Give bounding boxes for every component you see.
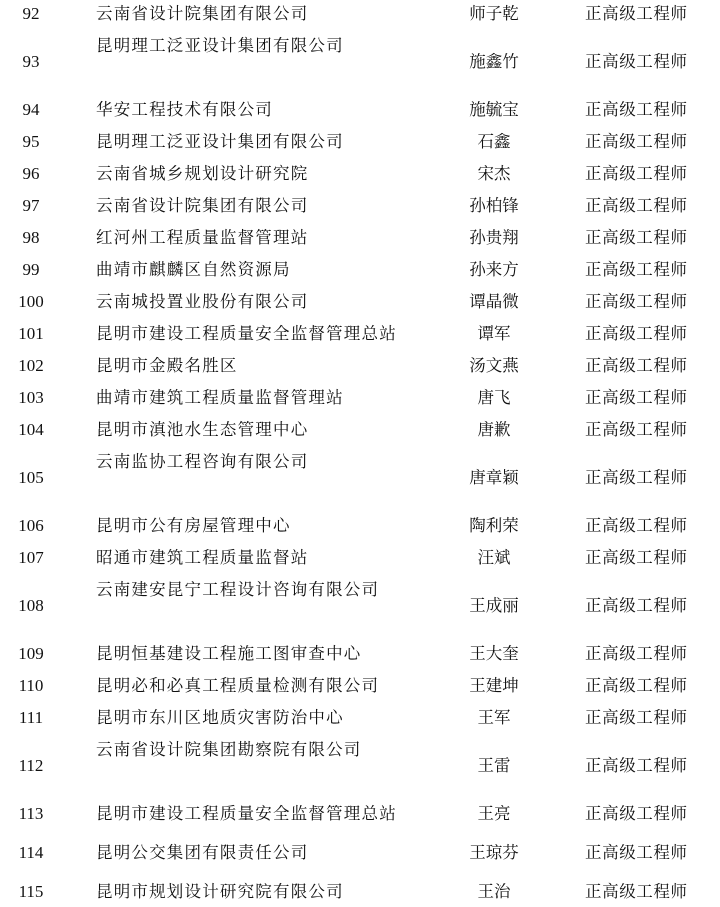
person-name: 王大奎 [469,644,519,663]
person-name: 孙贵翔 [469,228,519,247]
company-name: 曲靖市麒麟区自然资源局 [96,260,291,279]
person-name: 王成丽 [469,596,519,615]
company-name: 昆明市滇池水生态管理中心 [96,420,309,439]
job-title: 正高级工程师 [585,356,688,375]
job-title: 正高级工程师 [585,804,688,823]
company-name: 昆明恒基建设工程施工图审查中心 [96,644,362,663]
person-name: 陶利荣 [469,516,519,535]
row-number: 94 [22,100,40,119]
job-title: 正高级工程师 [585,676,688,695]
job-title: 正高级工程师 [585,132,688,151]
job-title: 正高级工程师 [585,292,688,311]
company-name: 云南城投置业股份有限公司 [96,292,309,311]
row-number: 98 [22,228,40,247]
company-name: 云南建安昆宁工程设计咨询有限公司 [96,580,380,599]
job-title: 正高级工程师 [585,596,688,615]
row-number: 93 [22,52,40,71]
person-name: 施鑫竹 [469,52,519,71]
company-name: 昆明市规划设计研究院有限公司 [96,882,344,901]
row-number: 100 [18,292,44,311]
row-number: 92 [22,4,40,23]
person-name: 王建坤 [469,676,519,695]
person-name: 唐歉 [477,420,511,439]
person-name: 师子乾 [469,4,519,23]
job-title: 正高级工程师 [585,52,688,71]
row-number: 102 [18,356,44,375]
company-name: 云南省设计院集团勘察院有限公司 [96,740,362,759]
job-title: 正高级工程师 [585,420,688,439]
company-name: 华安工程技术有限公司 [96,100,273,119]
job-title: 正高级工程师 [585,548,688,567]
row-number: 111 [18,708,44,727]
company-name: 昆明市金殿名胜区 [96,356,238,375]
job-title: 正高级工程师 [585,516,688,535]
row-number: 103 [18,388,44,407]
person-name: 孙柏锋 [469,196,519,215]
person-name: 谭晶微 [469,292,519,311]
row-number: 96 [22,164,40,183]
company-name: 云南监协工程咨询有限公司 [96,452,309,471]
job-title: 正高级工程师 [585,4,688,23]
person-name: 王琼芬 [469,843,519,862]
person-name: 宋杰 [477,164,511,183]
company-name: 昆明市建设工程质量安全监督管理总站 [96,324,397,343]
job-title: 正高级工程师 [585,708,688,727]
company-name: 昭通市建筑工程质量监督站 [96,548,309,567]
person-name: 谭军 [477,324,511,343]
company-name: 昆明市建设工程质量安全监督管理总站 [96,804,397,823]
job-title: 正高级工程师 [585,882,688,901]
person-name: 唐章颖 [469,468,519,487]
row-number: 114 [18,843,44,862]
company-name: 云南省城乡规划设计研究院 [96,164,309,183]
row-number: 101 [18,324,44,343]
job-title: 正高级工程师 [585,100,688,119]
person-name: 汪斌 [477,548,511,567]
row-number: 115 [18,882,44,901]
person-name: 王治 [477,882,511,901]
person-name: 施毓宝 [469,100,519,119]
row-number: 99 [22,260,40,279]
company-name: 昆明理工泛亚设计集团有限公司 [96,36,344,55]
row-number: 106 [18,516,44,535]
person-name: 唐飞 [477,388,511,407]
row-number: 104 [18,420,44,439]
job-title: 正高级工程师 [585,324,688,343]
job-title: 正高级工程师 [585,843,688,862]
person-name: 石鑫 [477,132,511,151]
company-name: 昆明市公有房屋管理中心 [96,516,291,535]
company-name: 曲靖市建筑工程质量监督管理站 [96,388,344,407]
person-name: 王军 [477,708,511,727]
job-title: 正高级工程师 [585,228,688,247]
person-name: 王雷 [477,756,511,775]
company-name: 云南省设计院集团有限公司 [96,196,309,215]
company-name: 昆明必和必真工程质量检测有限公司 [96,676,380,695]
row-number: 110 [18,676,44,695]
job-title: 正高级工程师 [585,196,688,215]
row-number: 113 [18,804,44,823]
job-title: 正高级工程师 [585,468,688,487]
person-name: 王亮 [477,804,511,823]
row-number: 97 [22,196,40,215]
row-number: 109 [18,644,44,663]
job-title: 正高级工程师 [585,756,688,775]
company-name: 昆明理工泛亚设计集团有限公司 [96,132,344,151]
job-title: 正高级工程师 [585,644,688,663]
company-name: 红河州工程质量监督管理站 [96,228,309,247]
company-name: 昆明市东川区地质灾害防治中心 [96,708,344,727]
person-name: 孙来方 [469,260,519,279]
job-title: 正高级工程师 [585,260,688,279]
company-name: 昆明公交集团有限责任公司 [96,843,309,862]
job-title: 正高级工程师 [585,388,688,407]
row-number: 95 [22,132,40,151]
job-title: 正高级工程师 [585,164,688,183]
row-number: 112 [18,756,44,775]
person-name: 汤文燕 [469,356,519,375]
company-name: 云南省设计院集团有限公司 [96,4,309,23]
row-number: 108 [18,596,44,615]
row-number: 107 [18,548,44,567]
row-number: 105 [18,468,44,487]
